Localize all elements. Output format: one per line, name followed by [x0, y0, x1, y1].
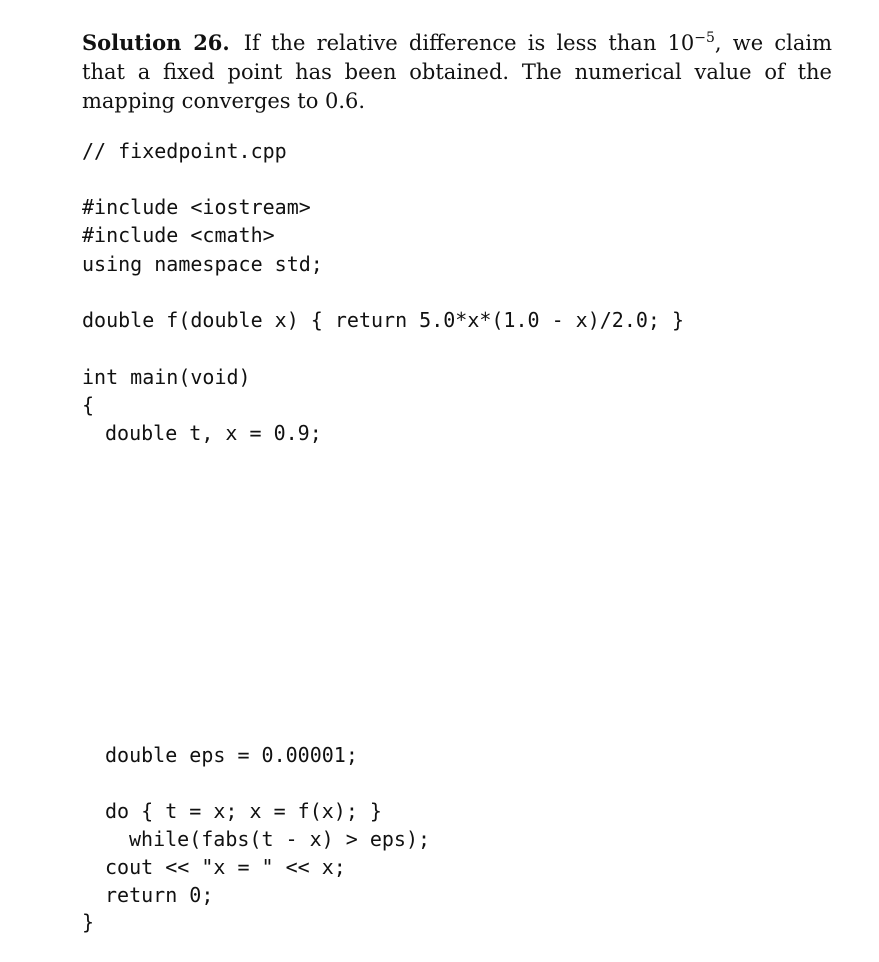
solution-text-after-exponent: , we claim that a fixed point has been obtained. The numerical value of the mapping converges to 0.6.	[82, 31, 833, 113]
solution-text-before-exponent: If the relative difference is less than 10	[243, 31, 695, 55]
code-main-signature: int main(void)	[82, 365, 251, 389]
code-include-cmath: #include <cmath>	[82, 223, 275, 247]
code-open-brace: {	[82, 393, 95, 417]
code-do-block: do { t = x; x = f(x); }	[105, 799, 382, 823]
code-declare-t-x: double t, x = 0.9;	[105, 421, 322, 445]
code-comment: // fixedpoint.cpp	[82, 139, 287, 163]
solution-paragraph	[82, 28, 832, 116]
code-cout-statement: cout << "x = " << x;	[105, 855, 346, 879]
code-include-iostream: #include <iostream>	[82, 195, 311, 219]
code-using-namespace: using namespace std;	[82, 252, 323, 276]
code-return-statement: return 0;	[105, 883, 214, 907]
code-while-condition: while(fabs(t - x) > eps);	[129, 827, 431, 851]
solution-heading: Solution 26.	[82, 30, 230, 55]
solution-exponent: −5	[694, 30, 715, 46]
code-close-brace: }	[82, 910, 95, 934]
code-declare-eps: double eps = 0.00001;	[105, 743, 358, 767]
code-function-f: double f(double x) { return 5.0*x*(1.0 - x)/2.0; }	[82, 308, 685, 332]
